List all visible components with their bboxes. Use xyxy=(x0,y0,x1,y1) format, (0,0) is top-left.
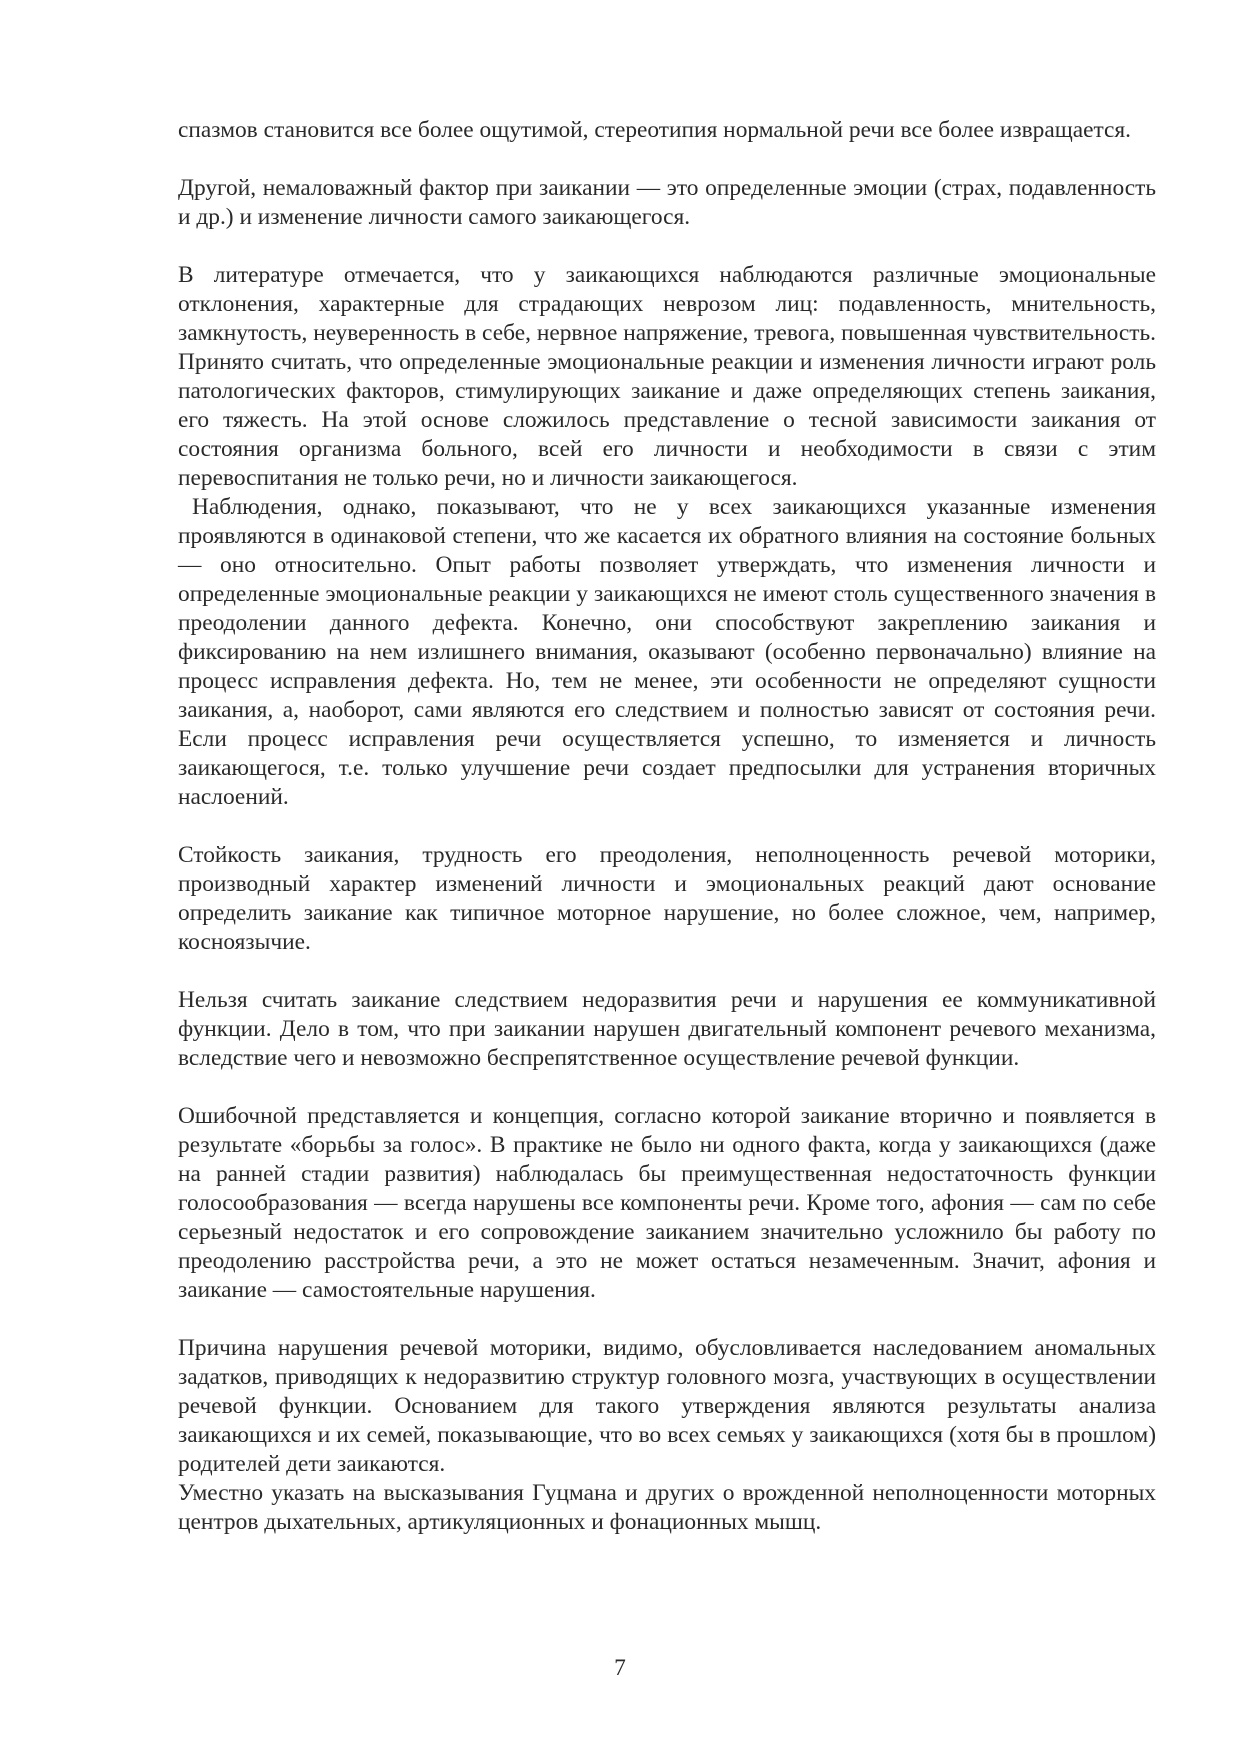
body-text xyxy=(178,116,1156,1537)
paragraph-9: Уместно указать на высказывания Гуцмана и других о врожденной неполноценности моторных центров дыхательных, артикуляционных и фонационных мышц. xyxy=(178,1480,1156,1535)
paragraph-6: Нельзя считать заикание следствием недоразвития речи и нарушения ее коммуникативной функции. Дело в том, что при заикании нарушен двигательный компонент речевого механизма, вследствие чего и невозможно беспрепятственное осуществление речевой функции. xyxy=(178,987,1156,1071)
paragraph-4: Наблюдения, однако, показывают, что не у всех заикающихся указанные изменения проявляются в одинаковой степени, что же касается их обратного влияния на состояние больных — оно относительно. Опыт работы позволяет утверждать, что изменения личности и определенные эмоциональные реакции у заикающихся не имеют столь существенного значения в преодолении данного дефекта. Конечно, они способствуют закреплению заикания и фиксированию на нем излишнего внимания, оказывают (особенно первоначально) влияние на процесс исправления дефекта. Но, тем не менее, эти особенности не определяют сущности заикания, а, наоборот, сами являются его следствием и полностью зависят от состояния речи. Если процесс исправления речи осуществляется успешно, то изменяется и личность заикающегося, т.е. только улучшение речи создает предпосылки для устранения вторичных наслоений. xyxy=(178,494,1156,810)
paragraph-5: Стойкость заикания, трудность его преодоления, неполноценность речевой моторики, производный характер изменений личности и эмоциональных реакций дают основание определить заикание как типичное моторное нарушение, но более сложное, чем, например, косноязычие. xyxy=(178,842,1156,955)
paragraph-2: Другой, немаловажный фактор при заикании — это определенные эмоции (страх, подавленность и др.) и изменение личности самого заикающегося. xyxy=(178,175,1156,230)
paragraph-8: Причина нарушения речевой моторики, видимо, обусловливается наследованием аномальных задатков, приводящих к недоразвитию структур головного мозга, участвующих в осуществлении речевой функции. Основанием для такого утверждения являются результаты анализа заикающихся и их семей, показывающие, что во всех семьях у заикающихся (хотя бы в прошлом) родителей дети заикаются. xyxy=(178,1335,1156,1477)
page-number: 7 xyxy=(614,1655,626,1681)
paragraph-1: спазмов становится все более ощутимой, стереотипия нормальной речи все более извращается. xyxy=(178,117,1132,143)
paragraph-7: Ошибочной представляется и концепция, согласно которой заикание вторично и появляется в результате «борьбы за голос». В практике не было ни одного факта, когда у заикающихся (даже на ранней стадии развития) наблюдалась бы преимущественная недостаточность функции голосообразования — всегда нарушены все компоненты речи. Кроме того, афония — сам по себе серьезный недостаток и его сопровождение заиканием значительно усложнило бы работу по преодолению расстройства речи, а это не может остаться незамеченным. Значит, афония и заикание — самостоятельные нарушения. xyxy=(178,1103,1156,1303)
paragraph-3: В литературе отмечается, что у заикающихся наблюдаются различные эмоциональные отклонения, характерные для страдающих неврозом лиц: подавленность, мнительность, замкнутость, неуверенность в себе, нервное напряжение, тревога, повышенная чувствительность. Принято считать, что определенные эмоциональные реакции и изменения личности играют роль патологических факторов, стимулирующих заикание и даже определяющих степень заикания, его тяжесть. На этой основе сложилось представление о тесной зависимости заикания от состояния организма больного, всей его личности и необходимости в связи с этим перевоспитания не только речи, но и личности заикающегося. xyxy=(178,262,1156,491)
